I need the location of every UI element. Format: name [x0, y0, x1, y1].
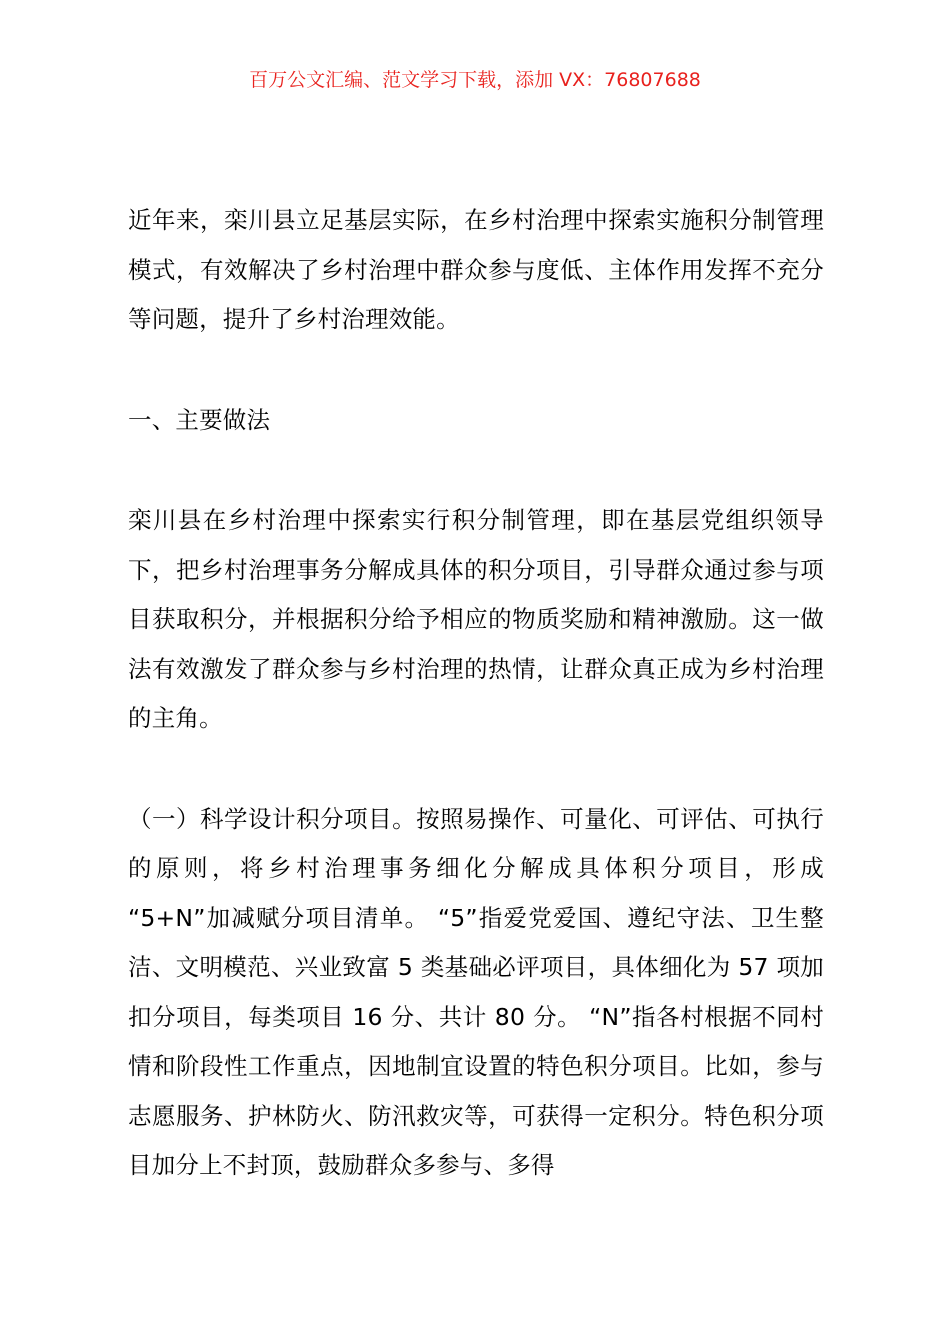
body-paragraph-1: 栾川县在乡村治理中探索实行积分制管理，即在基层党组织领导下，把乡村治理事务分解成具体的积分项目，引导群众通过参与项目获取积分，并根据积分给予相应的物质奖励和精神激励。这一做法有效激发了群众参与乡村治理的热情，让群众真正成为乡村治理的主角。 — [128, 506, 824, 732]
intro-paragraph: 近年来，栾川县立足基层实际，在乡村治理中探索实施积分制管理模式，有效解决了乡村治理中群众参与度低、主体作用发挥不充分等问题，提升了乡村治理效能。 — [128, 206, 824, 333]
body-paragraph-2: （一）科学设计积分项目。按照易操作、可量化、可评估、可执行的原则，将乡村治理事务细化分解成具体积分项目，形成 “5+N”加减赋分项目清单。 “5”指爱党爱国、遵纪守法、卫生整洁、文明模范、兴业致富 5 类基础必评项目，具体细化为 57 项加扣分项目，每类项目 16 分、共计 80 分。 “N”指各村根据不同村情和阶段性工作重点，因地制宜设置的特色积分项目。比如，参与志愿服务、护林防火、防汛救灾等，可获得一定积分。特色积分项目加分上不封顶，鼓励群众多参与、多得 — [128, 804, 824, 1179]
section-heading: 一、主要做法 — [128, 405, 271, 434]
header-watermark-text: 百万公文汇编、范文学习下载，添加 VX：76807688 — [249, 69, 701, 91]
paragraph-gap — [128, 345, 824, 396]
paragraph-gap — [128, 445, 824, 496]
paragraph-gap — [128, 744, 824, 795]
document-body — [128, 196, 824, 1191]
